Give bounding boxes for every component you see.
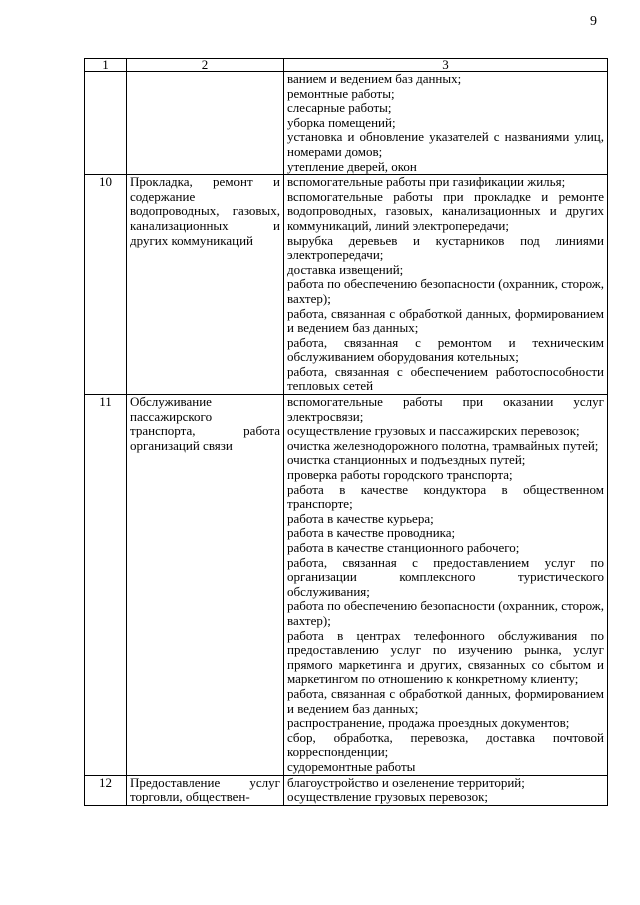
table-row <box>85 175 608 395</box>
work-item: работа, связанная с ремонтом и техническим обслуживанием оборудования котельных; <box>287 334 604 365</box>
row-number: 11 <box>85 395 127 775</box>
row-number: 10 <box>85 175 127 395</box>
work-item: установка и обновление указателей с названиями улиц, номерами домов; <box>287 129 604 159</box>
work-item: работа в качестве курьера; <box>287 510 434 526</box>
work-item: работа, связанная с обработкой данных, формированием и ведением баз данных; <box>287 305 604 336</box>
work-item: работа, связанная с предоставлением услуг по организации комплексного туристического обслуживания; <box>287 554 604 599</box>
header-cell-1: 1 <box>85 59 127 72</box>
work-item: вырубка деревьев и кустарников под линиями электропередачи; <box>287 232 604 263</box>
activity-name: Предоставление услуг торговли, обществен- <box>127 775 284 805</box>
work-item: работа в центрах телефонного обслуживания по предоставлению услуг по изучению рынка, услуг прямого маркетинга и других, связанных со сбытом и маркетингом по отношению к конкретному клиенту; <box>287 627 604 687</box>
table-row <box>85 395 608 775</box>
row-number <box>85 72 127 175</box>
work-item: утепление дверей, окон <box>287 158 417 174</box>
work-item: работа по обеспечению безопасности (охранник, сторож, вахтер); <box>287 598 604 628</box>
work-item: осуществление грузовых перевозок; <box>287 789 489 805</box>
work-item: работа в качестве кондуктора в общественном транспорте; <box>287 481 604 512</box>
works-list <box>284 175 608 395</box>
works-list <box>284 72 608 175</box>
activity-name <box>127 72 284 175</box>
header-cell-3: 3 <box>284 59 608 72</box>
work-item: сбор, обработка, перевозка, доставка почтовой корреспонденции; <box>287 729 604 760</box>
work-item: работа в качестве проводника; <box>287 525 456 541</box>
work-item: вспомогательные работы при газификации жилья; <box>287 174 566 190</box>
work-item: работа, связанная с обработкой данных, формированием и ведением баз данных; <box>287 685 604 716</box>
table-row <box>85 72 608 175</box>
work-item: очистка станционных и подъездных путей; <box>287 452 526 468</box>
work-item: благоустройство и озеленение территорий; <box>287 774 525 790</box>
work-item: проверка работы городского транспорта; <box>287 467 513 483</box>
work-item: судоремонтные работы <box>287 758 416 774</box>
works-list <box>284 775 608 805</box>
activity-name: Прокладка, ремонт и содержание водопроводных, газовых, канализационных и других коммуникаций <box>127 175 284 395</box>
work-item: очистка железнодорожного полотна, трамвайных путей; <box>287 437 599 453</box>
page-number: 9 <box>590 14 597 29</box>
work-item: вспомогательные работы при прокладке и ремонте водопроводных, газовых, канализационных и других коммуникаций, линий электропередачи; <box>287 188 604 233</box>
work-item: работа по обеспечению безопасности (охранник, сторож, вахтер); <box>287 276 604 306</box>
table-header-row <box>85 59 608 72</box>
work-item: ремонтные работы; <box>287 85 395 101</box>
works-table <box>84 58 608 806</box>
work-item: работа в качестве станционного рабочего; <box>287 540 520 555</box>
row-number: 12 <box>85 775 127 805</box>
work-item: работа, связанная с обеспечением работоспособности тепловых сетей <box>287 363 604 394</box>
work-item: ванием и ведением баз данных; <box>287 71 462 86</box>
work-item: распространение, продажа проездных документов; <box>287 715 570 731</box>
works-list <box>284 395 608 775</box>
work-item: слесарные работы; <box>287 100 392 116</box>
work-item: доставка извещений; <box>287 261 404 277</box>
table-row <box>85 775 608 805</box>
work-item: вспомогательные работы при оказании услуг электросвязи; <box>287 394 604 424</box>
activity-name: Обслуживание пассажирского транспорта, работа организаций связи <box>127 395 284 775</box>
header-cell-2: 2 <box>127 59 284 72</box>
work-item: уборка помещений; <box>287 114 396 130</box>
work-item: осуществление грузовых и пассажирских перевозок; <box>287 423 580 439</box>
